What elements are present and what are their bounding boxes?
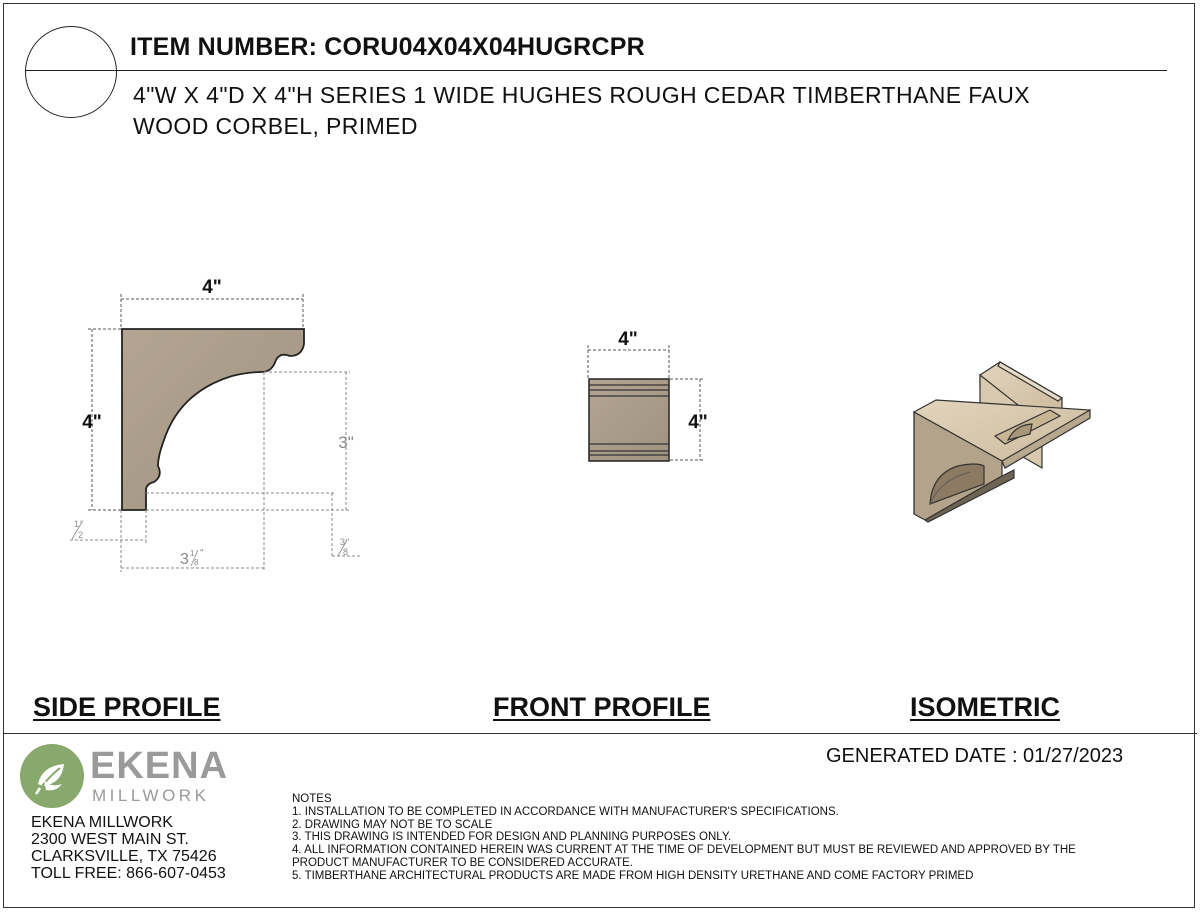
notes-block: [292, 793, 1076, 883]
company-line: CLARKSVILLE, TX 75426: [31, 848, 217, 865]
note-line: 3. THIS DRAWING IS INTENDED FOR DESIGN AND PLANNING PURPOSES ONLY.: [292, 831, 732, 844]
footer-rule: [3, 733, 1197, 734]
description-line-1: 4"W X 4"D X 4"H SERIES 1 WIDE HUGHES ROUGH CEDAR TIMBERTHANE FAUX: [133, 82, 1030, 108]
note-line: 1. INSTALLATION TO BE COMPLETED IN ACCORDANCE WITH MANUFACTURER'S SPECIFICATIONS.: [292, 805, 839, 818]
note-line: 4. ALL INFORMATION CONTAINED HEREIN WAS CURRENT AT THE TIME OF DEVELOPMENT BUT MUST BE REVIEWED AND APPROVED BY THE: [292, 844, 1076, 857]
note-line: 2. DRAWING MAY NOT BE TO SCALE: [292, 818, 493, 831]
isometric-drawing: [914, 362, 1090, 522]
front-profile-drawing: [588, 329, 708, 461]
company-line: TOLL FREE: 866-607-0453: [31, 865, 226, 882]
logo-name: EKENA: [90, 745, 229, 787]
side-threeeighth-den: 8: [343, 547, 349, 557]
notes-title: NOTES: [292, 793, 332, 805]
generated-date: GENERATED DATE : 01/27/2023: [826, 745, 1124, 767]
front-width-label: 4": [618, 329, 638, 350]
logo-subtitle: MILLWORK: [92, 786, 210, 805]
description-line-2: WOOD CORBEL, PRIMED: [133, 113, 418, 139]
company-address: [31, 814, 226, 882]
side-threeeighth-num: 3: [340, 537, 346, 547]
side-bottom-quote: ": [200, 548, 204, 559]
front-profile-shape: [589, 379, 669, 461]
item-number: ITEM NUMBER: CORU04X04X04HUGRCPR: [130, 33, 645, 61]
company-line: EKENA MILLWORK: [31, 814, 173, 831]
front-profile-label: FRONT PROFILE: [493, 692, 711, 722]
side-width-dimension: [121, 294, 303, 328]
side-width-label: 4": [202, 277, 222, 298]
side-threeeighth-dimension: [146, 493, 360, 556]
side-bottom-num: 1: [190, 549, 195, 558]
side-bottom-whole: 3: [180, 551, 189, 568]
side-half-quote: ": [80, 519, 84, 529]
side-profile-shape: [122, 329, 304, 510]
side-inner-height-label: 3": [338, 433, 354, 452]
side-profile-drawing: [70, 277, 360, 572]
leaf-icon: [20, 744, 84, 808]
ekena-logo: [20, 744, 230, 810]
side-half-num: 1: [74, 519, 80, 529]
side-bottom-den: 8: [194, 558, 199, 567]
isometric-label: ISOMETRIC: [910, 692, 1061, 722]
note-line: PRODUCT MANUFACTURER TO BE CONSIDERED ACCURATE.: [292, 856, 633, 869]
front-height-label: 4": [688, 412, 708, 433]
side-height-label: 4": [82, 412, 102, 433]
side-half-den: 2: [78, 530, 84, 540]
side-profile-label: SIDE PROFILE: [33, 692, 221, 722]
note-line: 5. TIMBERTHANE ARCHITECTURAL PRODUCTS ARE MADE FROM HIGH DENSITY URETHANE AND COME FACTORY PRIMED: [292, 869, 974, 882]
side-threeeighth-quote: ": [346, 537, 350, 547]
company-line: 2300 WEST MAIN ST.: [31, 831, 189, 848]
